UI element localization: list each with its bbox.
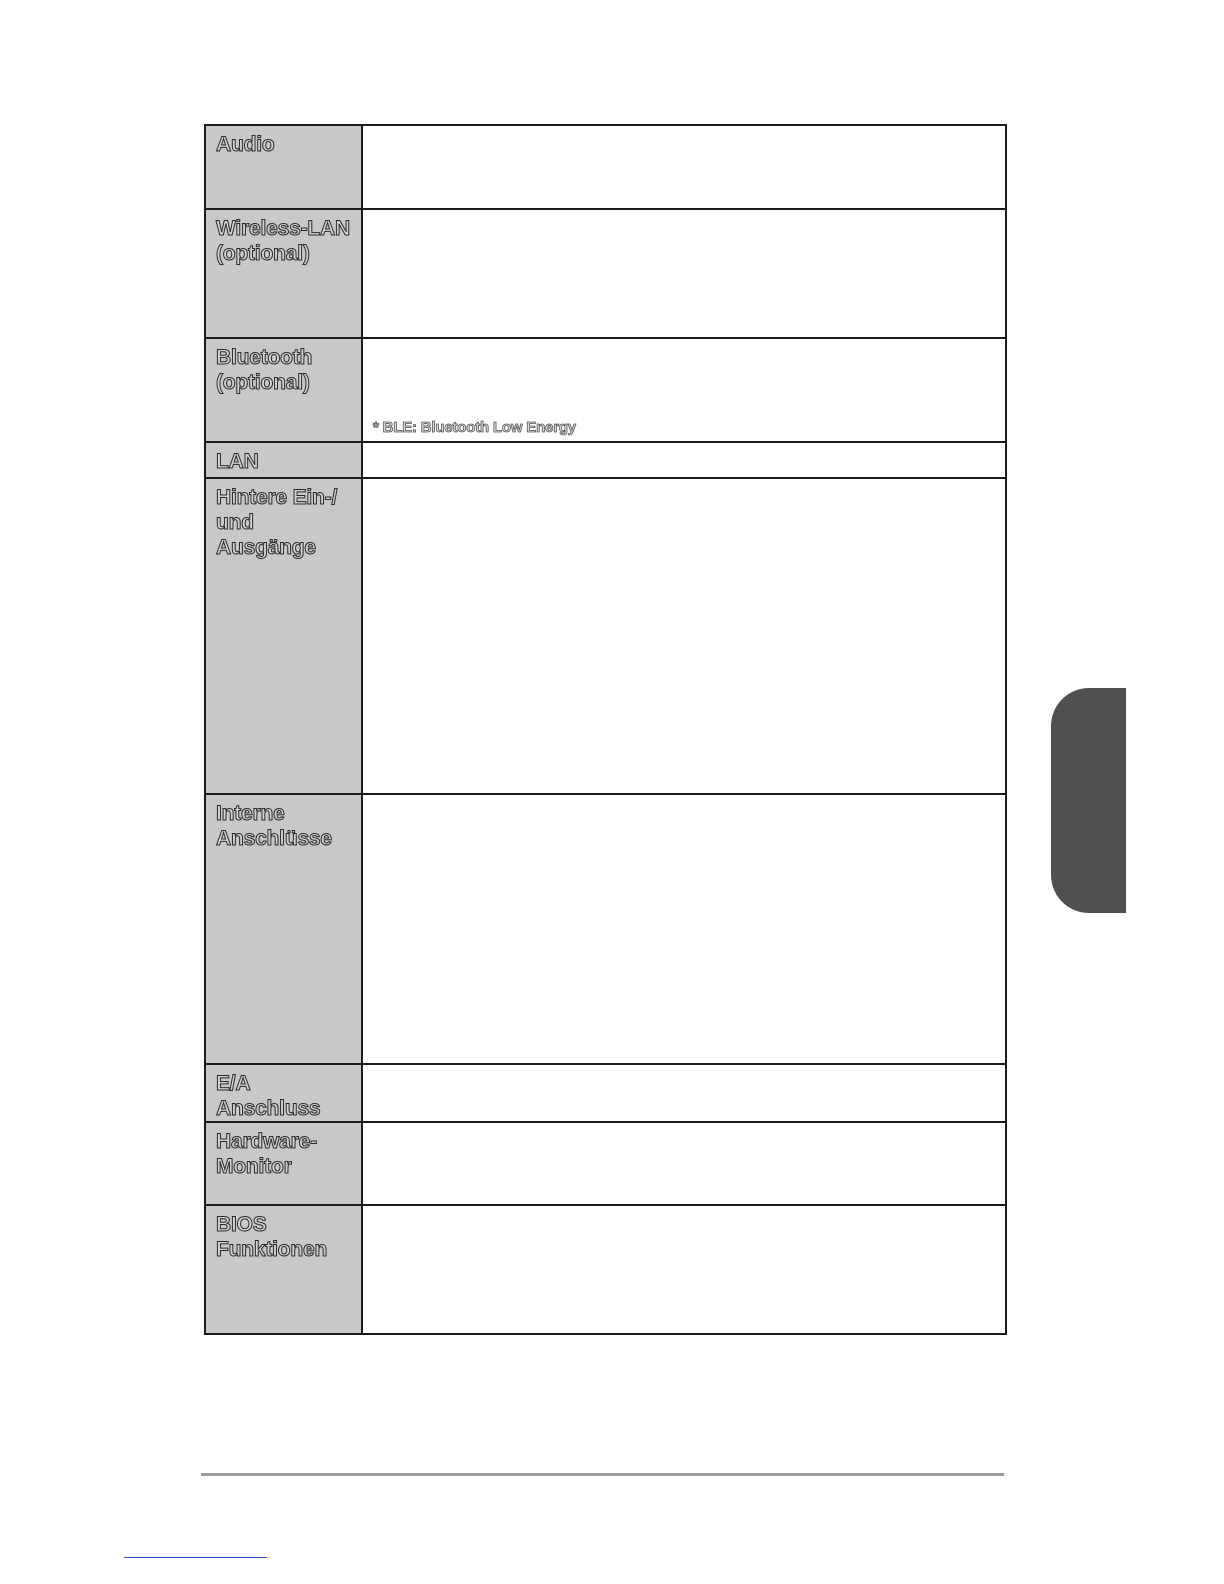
spec-value-rear-io bbox=[362, 478, 1006, 794]
footer-rule bbox=[201, 1473, 1004, 1476]
spec-label-rear-io: Hintere Ein-/ und Ausgänge bbox=[216, 486, 338, 559]
chapter-side-tab bbox=[1051, 688, 1126, 913]
spec-row-audio bbox=[205, 125, 1006, 209]
spec-row-bluetooth bbox=[205, 338, 1006, 442]
spec-label-lan: LAN bbox=[216, 450, 259, 473]
spec-label-cell bbox=[205, 1064, 362, 1122]
spec-label-cell bbox=[205, 478, 362, 794]
spec-value-wireless-lan bbox=[362, 209, 1006, 338]
spec-label-cell bbox=[205, 338, 362, 442]
spec-value-io-connector bbox=[362, 1064, 1006, 1122]
specification-table bbox=[204, 124, 1007, 1335]
spec-label-cell bbox=[205, 209, 362, 338]
spec-value-audio bbox=[362, 125, 1006, 209]
spec-label-cell bbox=[205, 442, 362, 478]
spec-label-cell bbox=[205, 125, 362, 209]
spec-label-wireless-lan: Wireless-LAN (optional) bbox=[216, 217, 350, 265]
spec-row-wireless-lan bbox=[205, 209, 1006, 338]
spec-label-io-connector: E/A Anschluss bbox=[216, 1072, 321, 1120]
spec-row-lan bbox=[205, 442, 1006, 478]
spec-label-internal-connectors: Interne Anschlüsse bbox=[216, 802, 332, 850]
spec-row-bios-features bbox=[205, 1205, 1006, 1334]
spec-row-hardware-monitor bbox=[205, 1122, 1006, 1205]
spec-label-bios-features: BIOS Funktionen bbox=[216, 1213, 328, 1261]
spec-row-rear-io bbox=[205, 478, 1006, 794]
spec-value-bios-features bbox=[362, 1205, 1006, 1334]
spec-label-cell bbox=[205, 1122, 362, 1205]
spec-label-hardware-monitor: Hardware- Monitor bbox=[216, 1130, 317, 1178]
spec-row-io-connector bbox=[205, 1064, 1006, 1122]
spec-label-cell bbox=[205, 794, 362, 1064]
spec-value-lan bbox=[362, 442, 1006, 478]
ble-footnote: * BLE: Bluetooth Low Energy bbox=[373, 419, 576, 436]
link-underline bbox=[124, 1557, 267, 1558]
spec-value-bluetooth bbox=[362, 338, 1006, 442]
spec-row-internal-connectors bbox=[205, 794, 1006, 1064]
spec-label-cell bbox=[205, 1205, 362, 1334]
spec-label-bluetooth: Bluetooth (optional) bbox=[216, 346, 313, 394]
spec-label-audio: Audio bbox=[216, 133, 275, 156]
spec-value-internal-connectors bbox=[362, 794, 1006, 1064]
spec-value-hardware-monitor bbox=[362, 1122, 1006, 1205]
